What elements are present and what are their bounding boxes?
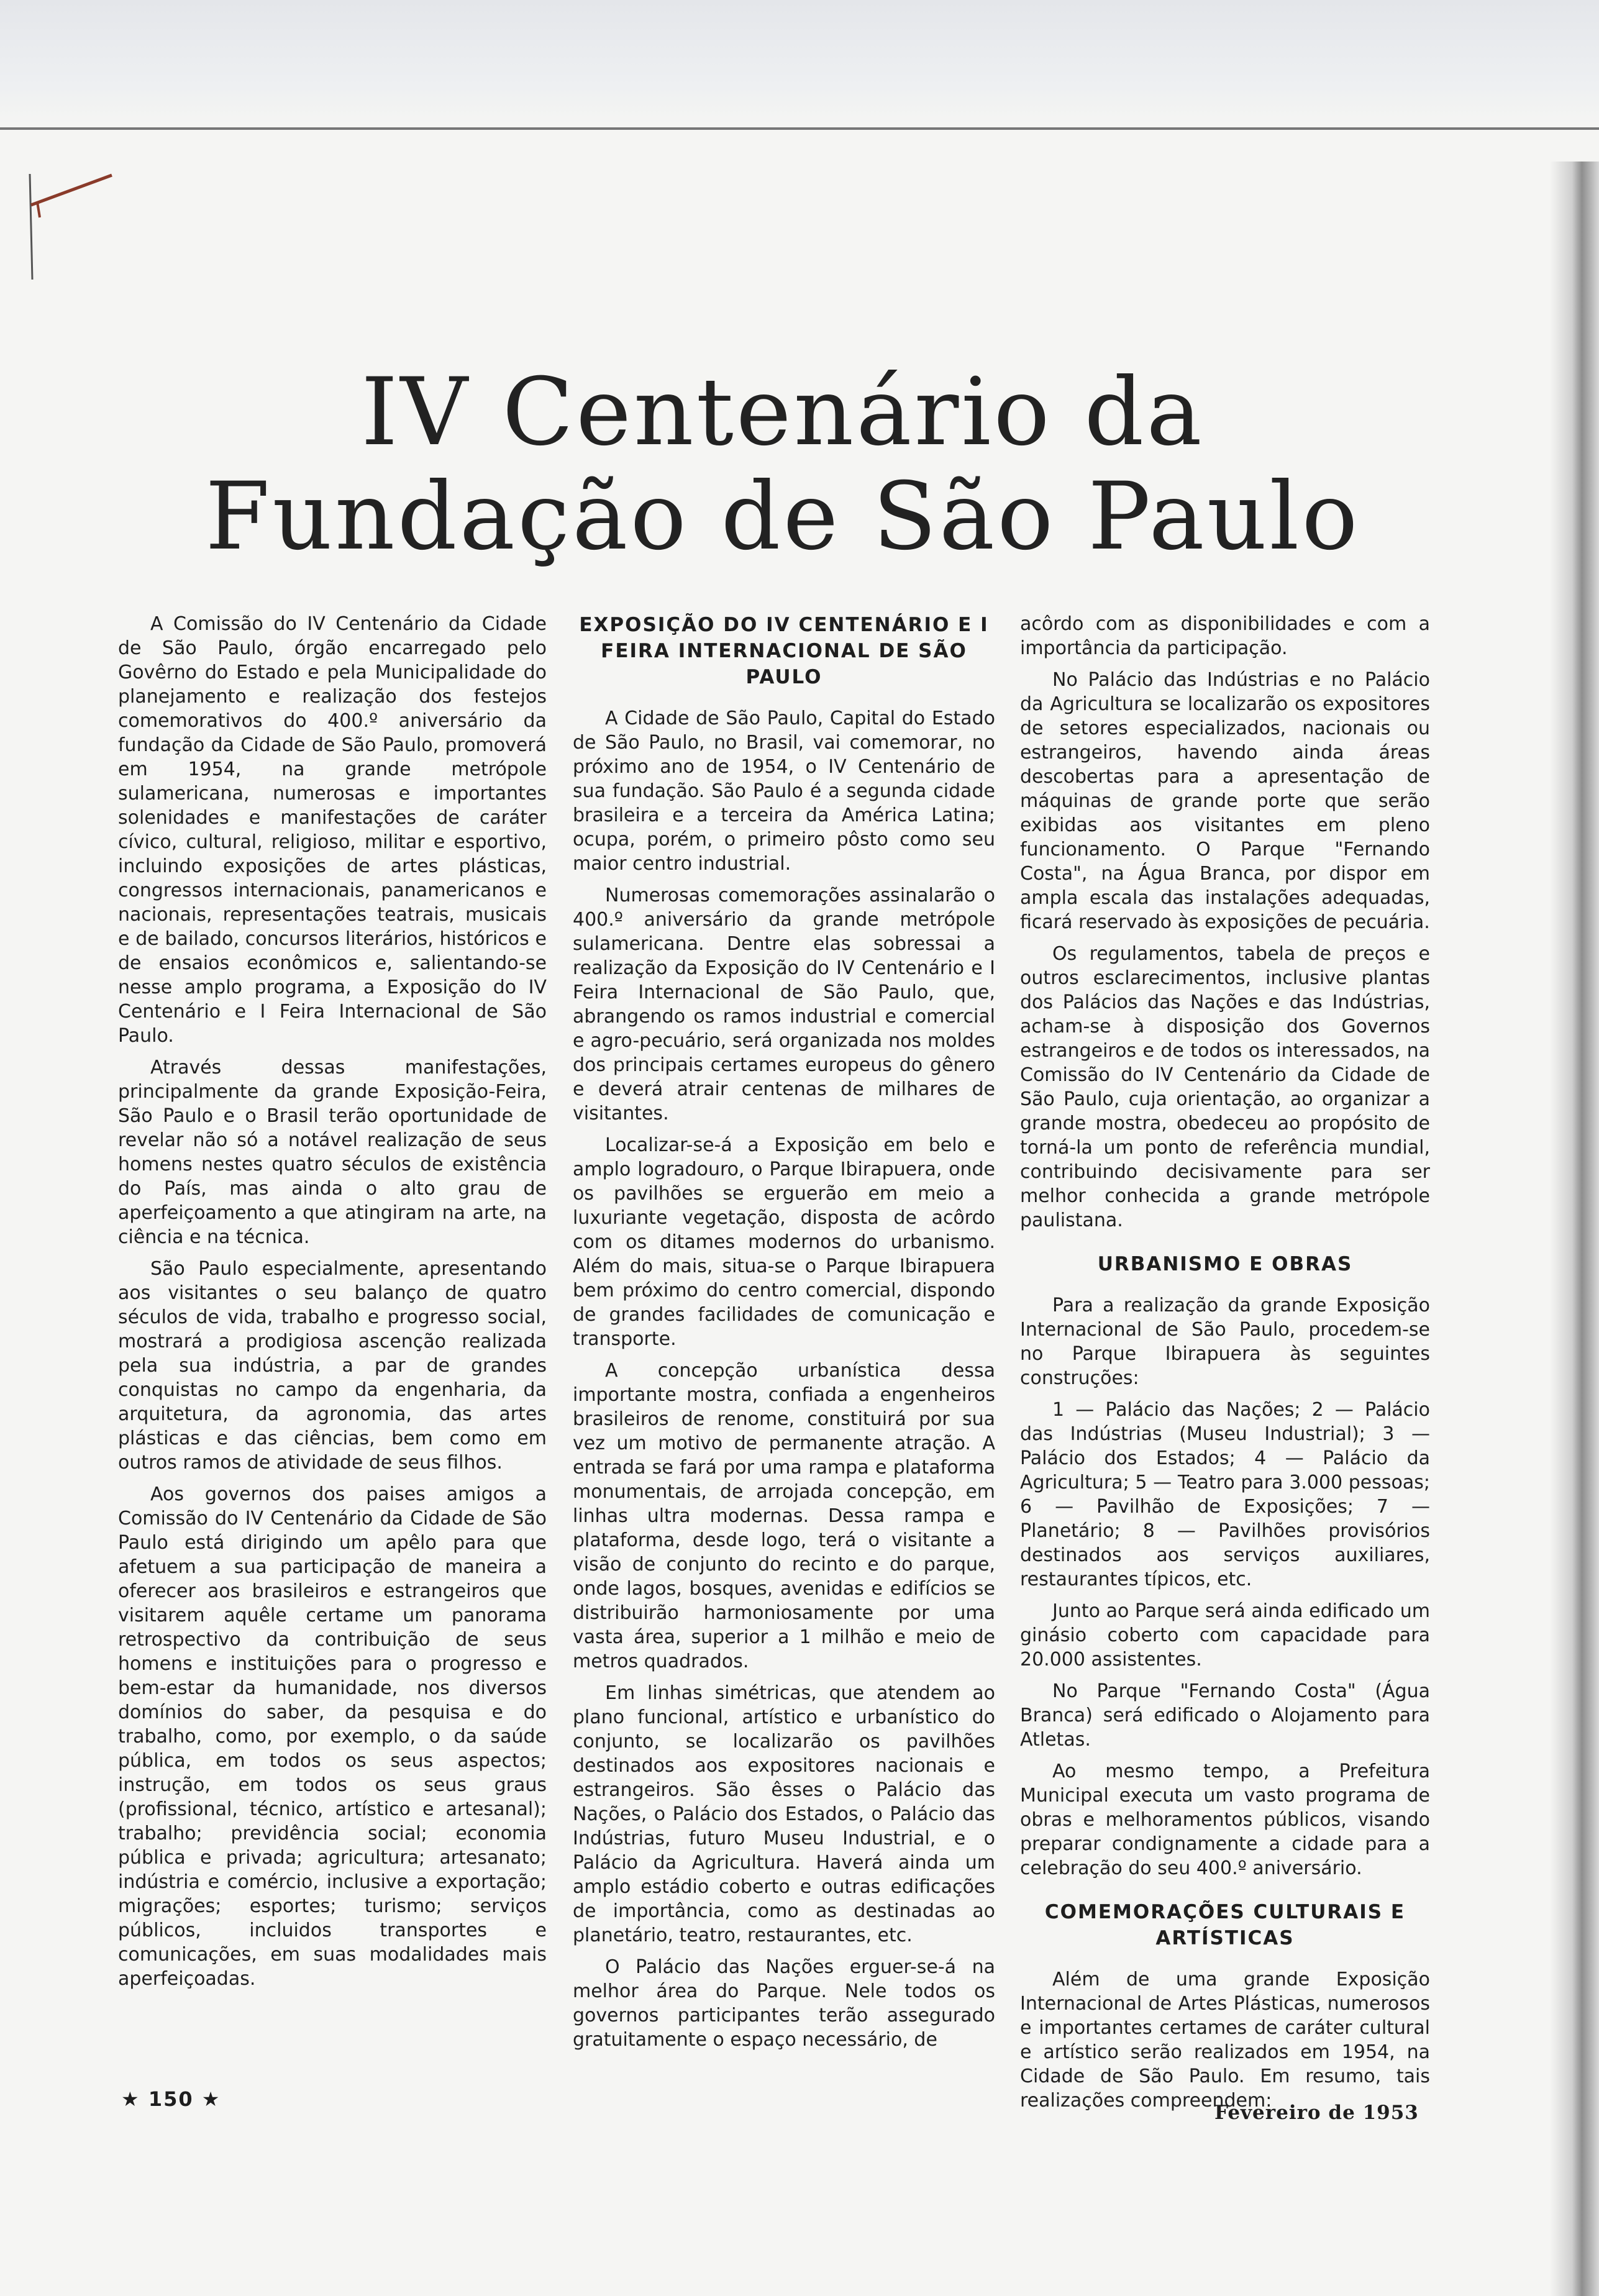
paragraph: 1 — Palácio das Nações; 2 — Palácio das Indústrias (Museu Industrial); 3 — Palácio dos Estados; 4 — Palácio da Agricultura; 5 — Teatro para 3.000 pessoas; 6 — Pavilhão de Exposições; 7 — Planetário; 8 — Pavilhões provisórios destinados aos serviços auxiliares, restaurantes típicos, etc. <box>1020 1399 1430 1590</box>
binding-edge-shadow <box>1550 162 1599 2296</box>
article-title: IV Centenário da Fundação de São Paulo <box>205 358 1360 571</box>
corner-pencil-mark <box>25 168 118 286</box>
paragraph: Junto ao Parque será ainda edificado um ginásio coberto com capacidade para 20.000 assistentes. <box>1020 1600 1430 1670</box>
paragraph: Localizar-se-á a Exposição em belo e amplo logradouro, o Parque Ibirapuera, onde os pavilhões se erguerão em meio a luxuriante vegetação, disposta de acôrdo com os ditames modernos do urbanismo. Além do mais, situa-se o Parque Ibirapuera bem próximo do centro comercial, dispondo de grandes facilidades de comunicação e transporte. <box>573 1134 995 1350</box>
paragraph: Para a realização da grande Exposição Internacional de São Paulo, procedem-se no Parque Ibirapuera às seguintes construções: <box>1020 1295 1430 1389</box>
paragraph: Através dessas manifestações, principalmente da grande Exposição-Feira, São Paulo e o Brasil terão oportunidade de revelar não só a notável realização de seus homens nestes quatro séculos de existência do País, mas ainda o alto grau de aperfeiçoamento a que atingiram na arte, na ciência e na técnica. <box>118 1057 547 1248</box>
section-heading-urbanismo: URBANISMO E OBRAS <box>1097 1253 1353 1275</box>
paragraph: O Palácio das Nações erguer-se-á na melhor área do Parque. Nele todos os governos participantes terão assegurado gratuitamente o espaço necessário, de <box>573 1956 995 2051</box>
section-heading-exposicao: EXPOSIÇÃO DO IV CENTENÁRIO E I FEIRA INTERNACIONAL DE SÃO PAULO <box>579 614 989 688</box>
paragraph: Ao mesmo tempo, a Prefeitura Municipal executa um vasto programa de obras e melhoramentos públicos, visando preparar condignamente a cidade para a celebração do seu 400.º aniversário. <box>1020 1761 1430 1879</box>
paragraph: A Cidade de São Paulo, Capital do Estado de São Paulo, no Brasil, vai comemorar, no próximo ano de 1954, o IV Centenário de sua fundação. São Paulo é a segunda cidade brasileira e a terceira da América Latina; ocupa, porém, o primeiro pôsto como seu maior centro industrial. <box>573 708 995 875</box>
paragraph: Em linhas simétricas, que atendem ao plano funcional, artístico e urbanístico do conjunto, se localizarão os pavilhões destinados aos expositores nacionais e estrangeiros. São êsses o Palácio das Nações, o Palácio dos Estados, o Palácio das Indústrias, futuro Museu Industrial, e o Palácio da Agricultura. Haverá ainda um amplo estádio coberto e outras edificações de importância, como as destinadas ao planetário, teatro, restaurantes, etc. <box>573 1682 995 1946</box>
paragraph: Aos governos dos paises amigos a Comissão do IV Centenário da Cidade de São Paulo está dirigindo um apêlo para que afetuem a sua participação de maneira a oferecer aos brasileiros e estrangeiros que visitarem aquêle certame um panorama retrospectivo da contribuição de seus homens e instituições para o progresso e bem-estar da humanidade, nos diversos domínios do saber, da pesquisa e do trabalho, como, por exemplo, o da saúde pública, em todos os seus aspectos; instrução, em todos os seus graus (profissional, técnico, artístico e artesanal); trabalho; previdência social; economia pública e privada; agricultura; artesanato; indústria e comércio, inclusive a exportação; migrações; esportes; turismo; serviços públicos, incluidos transportes e comunicações, em suas modalidades mais aperfeiçoadas. <box>118 1483 547 1990</box>
paragraph: acôrdo com as disponibilidades e com a importância da participação. <box>1020 613 1430 659</box>
paragraph: Os regulamentos, tabela de preços e outros esclarecimentos, inclusive plantas dos Palácios das Nações e das Indústrias, acham-se à disposição dos Governos estrangeiros e de todos os interessados, na Comissão do IV Centenário da Cidade de São Paulo, cuja orientação, ao organizar a grande mostra, obedeceu ao propósito de torná-la um ponto de referência mundial, contribuindo decisivamente para ser melhor conhecida a grande metrópole paulistana. <box>1020 943 1430 1231</box>
paragraph: A Comissão do IV Centenário da Cidade de São Paulo, órgão encarregado pelo Govêrno do Estado e pela Municipalidade do planejamento e realização dos festejos comemorativos do 400.º aniversário da fundação da Cidade de São Paulo, promoverá em 1954, na grande metrópole sulamericana, numerosas e importantes solenidades e manifestações de caráter cívico, cultural, religioso, militar e esportivo, incluindo exposições de artes plásticas, congressos internacionais, panamericanos e nacionais, representações teatrais, musicais e de bailado, concursos literários, históricos e de ensaios econômicos e, salientando-se nesse amplo programa, a Exposição do IV Centenário e I Feira Internacional de São Paulo. <box>118 613 547 1047</box>
scan-fold-line <box>0 127 1599 130</box>
paragraph: Além de uma grande Exposição Internacional de Artes Plásticas, numerosos e importantes certames de caráter cultural e artístico serão realizados em 1954, na Cidade de São Paulo. Em resumo, tais realizações compreendem: <box>1020 1969 1430 2112</box>
issue-date: Fevereiro de 1953 <box>1214 2102 1419 2124</box>
section-heading-comemoracoes: COMEMORAÇÕES CULTURAIS E ARTÍSTICAS <box>1044 1901 1406 1949</box>
paragraph: São Paulo especialmente, apresentando aos visitantes o seu balanço de quatro séculos de vida, trabalho e progresso social, mostrará a prodigiosa ascenção realizada pela sua indústria, a par de grandes conquistas no campo da engenharia, da arquitetura, da agronomia, das artes plásticas e das ciências, bem como em outros ramos de atividade de seus filhos. <box>118 1258 547 1474</box>
paragraph: Numerosas comemorações assinalarão o 400.º aniversário da grande metrópole sulamericana. Dentre elas sobressai a realização da Exposição do IV Centenário e I Feira Internacional de São Paulo, que, abrangendo os ramos industrial e comercial e agro-pecuário, será organizada nos moldes dos principais certames europeus do gênero e deverá atrair centenas de milhares de visitantes. <box>573 885 995 1124</box>
column-right <box>1020 612 1430 2120</box>
paragraph: No Palácio das Indústrias e no Palácio da Agricultura se localizarão os expositores de setores especializados, nacionais ou estrangeiros, havendo ainda áreas descobertas para a apresentação de máquinas de grande porte que serão exibidas aos visitantes em pleno funcionamento. O Parque "Fernando Costa", na Água Branca, por dispor em ampla escala das instalações adequadas, ficará reservado às exposições de pecuária. <box>1020 669 1430 933</box>
column-left <box>118 612 547 1998</box>
page-number: ★ 150 ★ <box>121 2087 221 2111</box>
paragraph: A concepção urbanística dessa importante mostra, confiada a engenheiros brasileiros de renome, constituirá por sua vez um motivo de permanente atração. A entrada se fará por uma rampa e plataforma monumentais, de arrojada concepção, em linhas ultra modernas. Dessa rampa e plataforma, desde logo, terá o visitante a visão de conjunto do recinto e do parque, onde lagos, bosques, avenidas e edifícios se distribuirão harmoniosamente por uma vasta área, superior a 1 milhão e meio de metros quadrados. <box>573 1360 995 1672</box>
column-middle <box>573 612 995 2059</box>
scan-top-margin <box>0 0 1599 124</box>
paragraph: No Parque "Fernando Costa" (Água Branca) será edificado o Alojamento para Atletas. <box>1020 1680 1430 1751</box>
